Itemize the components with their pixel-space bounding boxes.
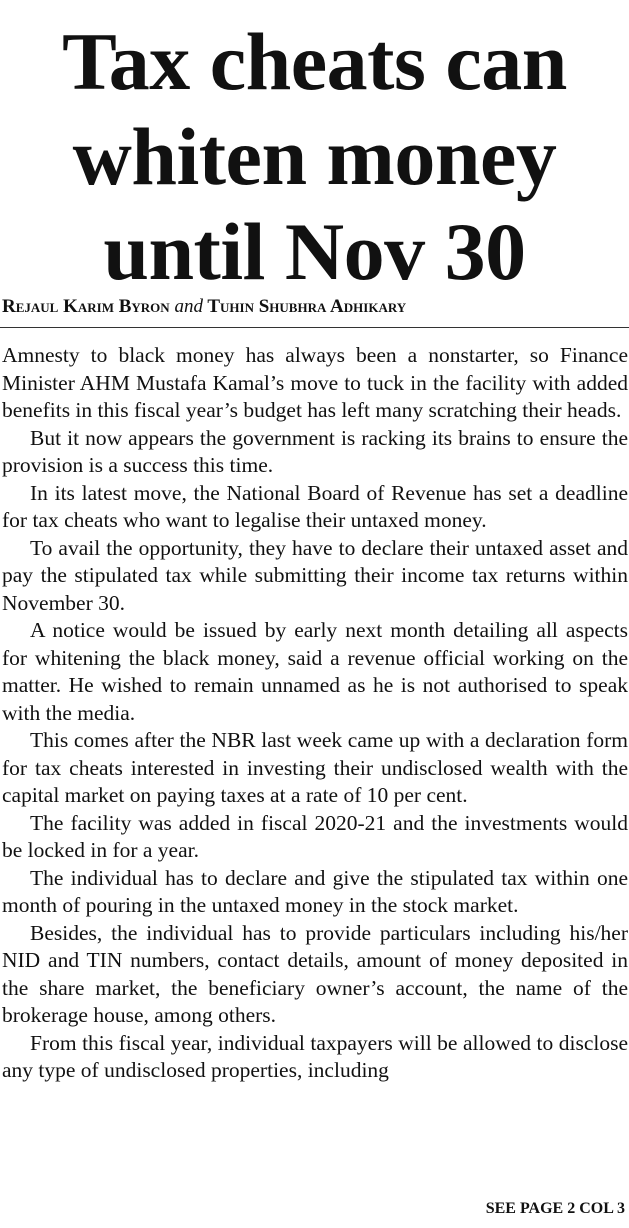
article-body [2,342,628,1085]
body-paragraph: To avail the opportunity, they have to declare their untaxed asset and pay the stipulated tax while submitting their income tax returns within November 30. [2,535,628,615]
body-paragraph: This comes after the NBR last week came up with a declaration form for tax cheats interested in investing their undisclosed wealth with the capital market on paying taxes at a rate of 10 per cent. [2,728,628,807]
author-name: Tuhin Shubhra Adhikary [207,296,407,317]
headline: Tax cheats can whiten money until Nov 30 [62,16,567,297]
body-paragraph: The facility was added in fiscal 2020-21 and the investments would be locked in for a year. [2,810,628,862]
body-paragraph: In its latest move, the National Board of Revenue has set a deadline for tax cheats who want to legalise their untaxed money. [2,480,628,532]
body-paragraph: Amnesty to black money has always been a nonstarter, so Finance Minister AHM Mustafa Kamal’s move to tuck in the facility with added benefits in this fiscal year’s budget has left many scratching their heads. [2,343,628,422]
byline-divider [0,327,629,328]
body-paragraph: From this fiscal year, individual taxpayers will be allowed to disclose any type of undisclosed properties, including [2,1030,628,1082]
continuation-note[interactable]: SEE PAGE 2 COL 3 [485,1200,625,1217]
body-paragraph: The individual has to declare and give the stipulated tax within one month of pouring in the untaxed money in the stock market. [2,865,628,917]
body-paragraph: A notice would be issued by early next month detailing all aspects for whitening the black money, said a revenue official working on the matter. He wished to remain unnamed as he is not authorised to speak with the media. [2,618,628,725]
author-name: Rejaul Karim Byron [2,296,170,317]
byline-conjunction: and [174,296,203,317]
body-paragraph: Besides, the individual has to provide particulars including his/her NID and TIN numbers, contact details, amount of money deposited in the share market, the beneficiary owner’s account, the name of the brokerage house, among others. [2,920,628,1027]
byline [2,296,406,318]
body-paragraph: But it now appears the government is racking its brains to ensure the provision is a success this time. [2,425,628,477]
